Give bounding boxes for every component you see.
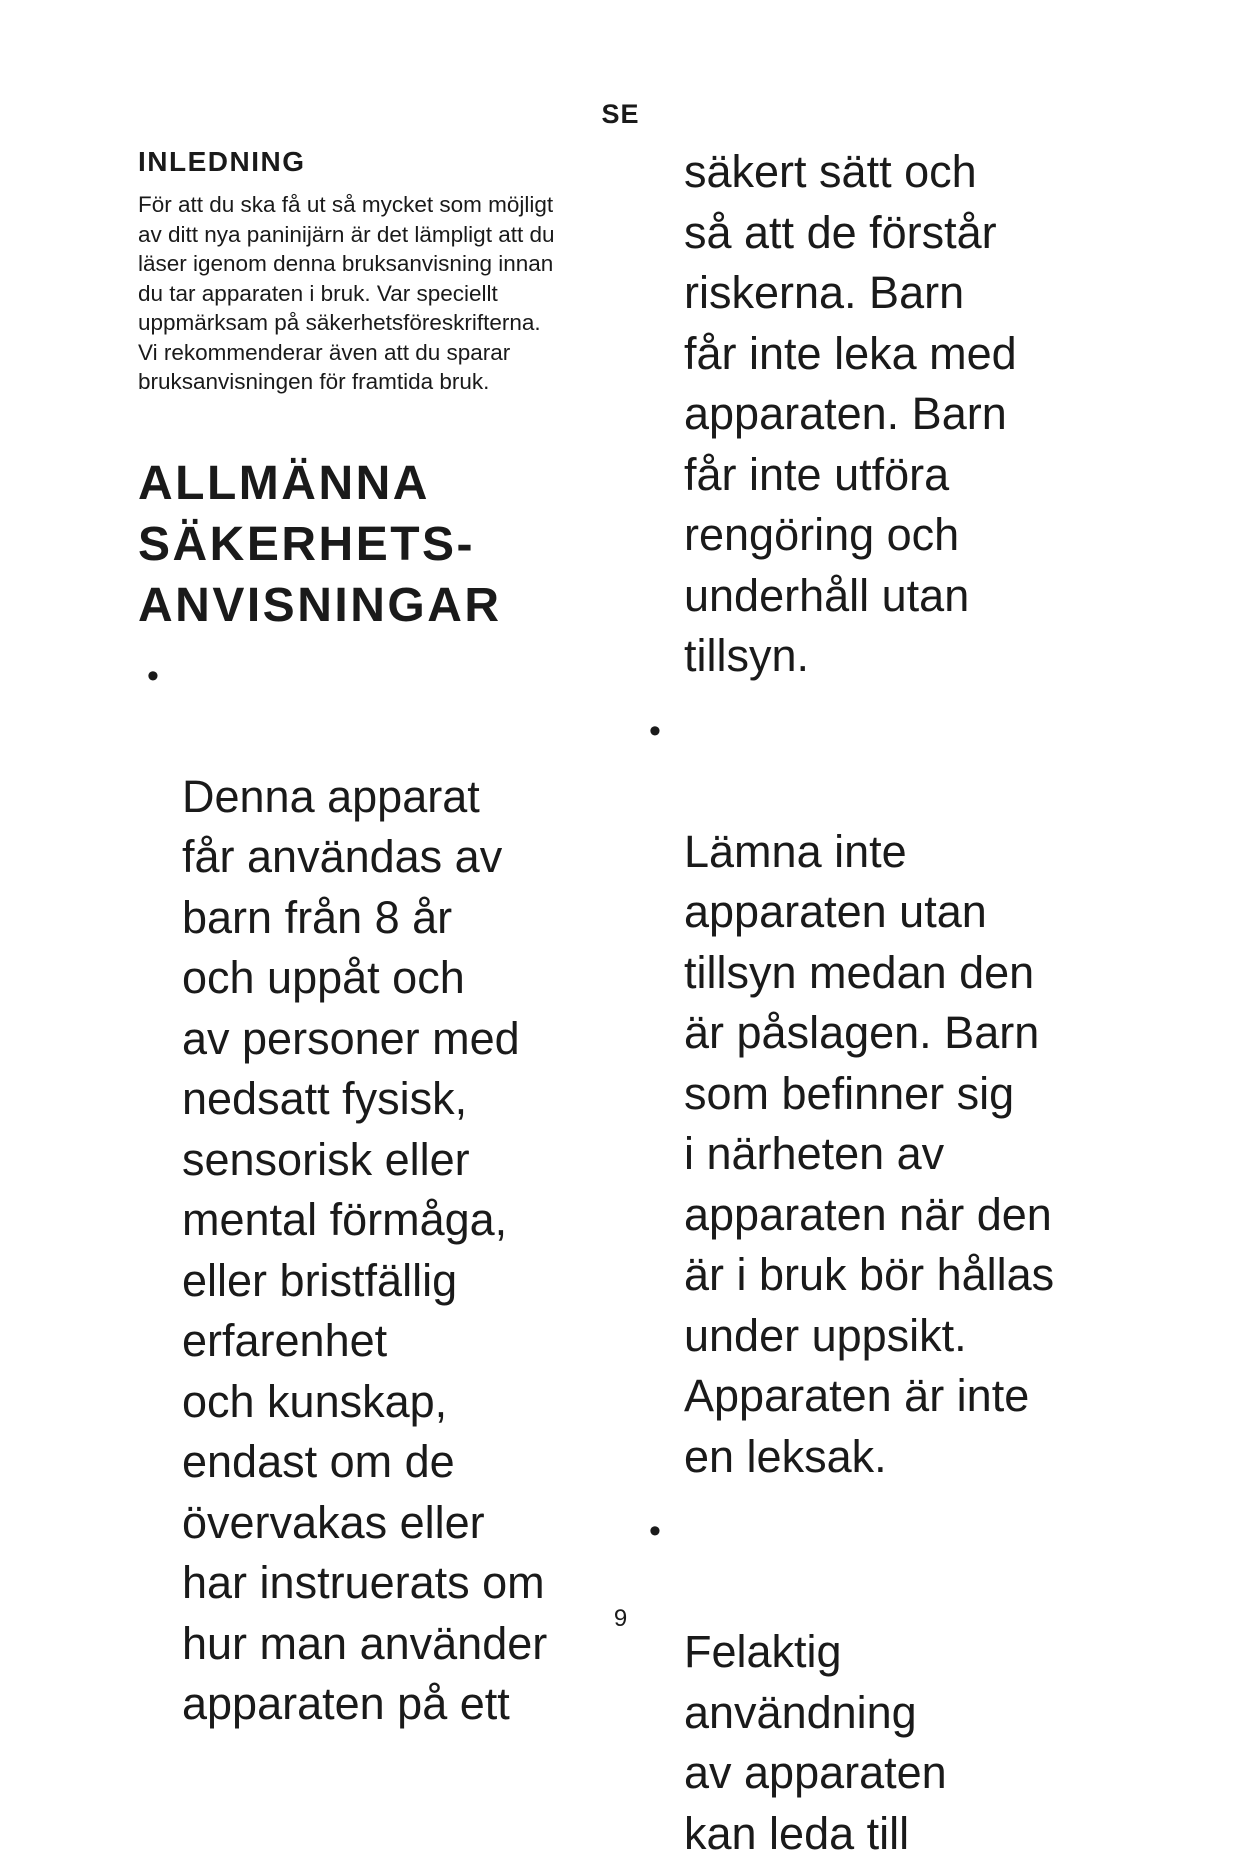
safety-bullet-3 — [640, 1501, 1200, 1864]
bullet-marker: • — [147, 656, 159, 695]
safety-bullet-3-text: Felaktig användning av apparaten kan leda till — [684, 1626, 947, 1859]
safety-bullet-1-continued: säkert sätt och så att de förstår riskerna. Barn får inte leka med apparaten. Barn får inte utföra rengöring och underhåll utan tillsyn. — [684, 146, 1017, 681]
language-code-header: SE — [601, 99, 640, 129]
safety-section-heading: ALLMÄNNA SÄKERHETS- ANVISNINGAR — [138, 456, 502, 632]
bullet-marker: • — [649, 711, 661, 750]
intro-heading: INLEDNING — [138, 146, 306, 177]
bullet-marker: • — [649, 1512, 661, 1550]
safety-bullet-2 — [640, 701, 1200, 1488]
safety-bullet-2-text: Lämna inte apparaten utan tillsyn medan den är påslagen. Barn som befinner sig i närheten av apparaten när den är i bruk bör hållas under uppsikt. Apparaten är inte en leksak. — [684, 825, 1055, 1482]
safety-bullet-1 — [138, 646, 618, 1735]
page-number: 9 — [613, 1605, 628, 1632]
left-column — [138, 142, 618, 1735]
intro-paragraph: För att du ska få ut så mycket som möjligt av ditt nya paninijärn är det lämpligt att du läser igenom denna bruksanvisning innan du tar apparaten i bruk. Var speciellt uppmärksam på säkerhetsföreskrifterna. Vi rekommenderar även att du sparar bruksanvisningen för framtida bruk. — [138, 192, 555, 394]
safety-bullet-1-text: Denna apparat får användas av barn från 8 år och uppåt och av personer med nedsatt fysisk, sensorisk eller mental förmåga, eller bristfällig erfarenhet och kunskap, endast om de övervakas eller har instruerats om hur man använder apparaten på ett — [182, 770, 548, 1729]
